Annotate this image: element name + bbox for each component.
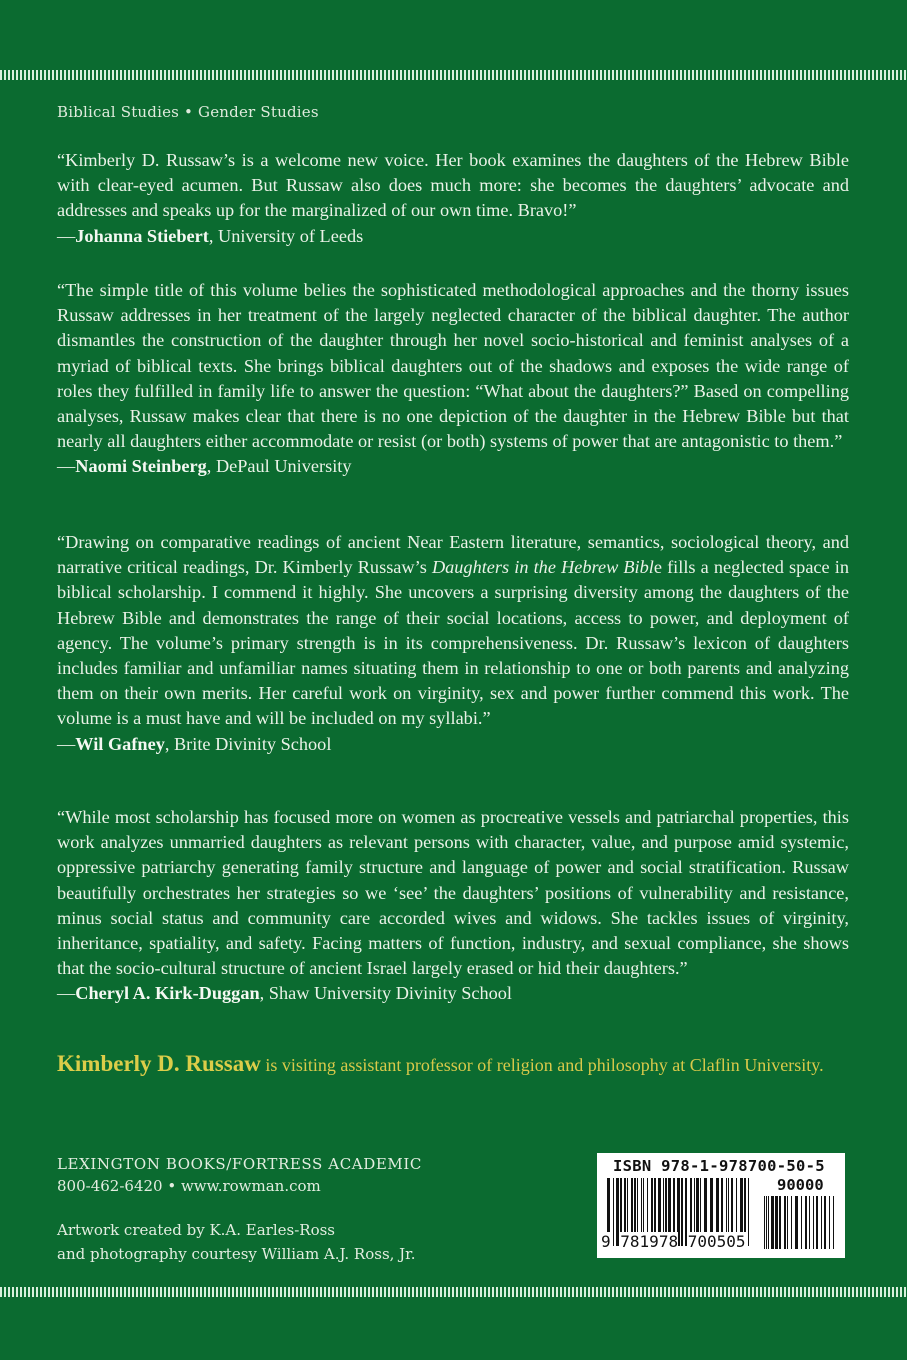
barcode-bar <box>801 1196 802 1249</box>
book-title: Daughters in the Hebrew Bibl <box>431 557 654 578</box>
barcode-bar <box>809 1196 810 1249</box>
endorsement-4 <box>57 805 849 1007</box>
endorser-name: Wil Gafney <box>75 733 165 754</box>
barcode-bar <box>766 1196 767 1249</box>
barcode-bars-addon <box>764 1196 836 1249</box>
barcode-bar <box>821 1196 822 1249</box>
isbn-barcode <box>597 1153 845 1258</box>
barcode-digit-group-2: 700505 <box>687 1232 746 1251</box>
endorsement-2 <box>57 278 849 480</box>
barcode-bar <box>795 1196 798 1249</box>
barcode-bar <box>775 1196 778 1249</box>
barcode-bar <box>791 1196 792 1249</box>
endorsement-text: “Kimberly D. Russaw’s is a welcome new voice. Her book examines the daughters of the Hebrew Bible with clear-eyed acumen. But Russaw also does much more: she becomes the daughters’ advocate and addresses and speaks up for the marginalized of our own time. Bravo!” <box>57 150 849 221</box>
barcode-bar <box>784 1196 786 1249</box>
endorsement-3 <box>57 530 849 757</box>
endorsement-1 <box>57 148 849 249</box>
endorser-name: Johanna Stiebert <box>75 225 209 246</box>
barcode-bar <box>787 1196 788 1249</box>
isbn-label: ISBN 978-1-978700-50-5 <box>613 1157 825 1175</box>
endorsement-attribution <box>57 981 849 1006</box>
endorsement-text-part: e fills a neglected space in biblical scholarship. I commend it highly. She uncovers a surprising diversity among the daughters of the Hebrew Bible and demonstrates the range of their social locations, access to power, and deployment of agency. The volume’s primary strength is in its comprehensiveness. Dr. Russaw’s lexicon of daughters includes familiar and unfamiliar names situating them in relationship to one or both parents and analyzing them on their own merits. Her careful work on virginity, sex and power further commend this work. The volume is a must have and will be included on my syllabi.” <box>57 557 850 729</box>
subject-categories: Biblical Studies • Gender Studies <box>57 103 319 121</box>
endorsement-text: “The simple title of this volume belies the sophisticated methodological approaches and the thorny issues Russaw addresses in her treatment of the largely neglected character of the biblical daughter. The author dismantles the construction of the daughter through her novel socio-historical and feminist analyses of a myriad of biblical texts. She brings biblical daughters out of the shadows and exposes the wide range of roles they fulfilled in family life to answer the question: “What about the daughters?” Based on compelling analyses, Russaw makes clear that there is no one depiction of the daughter in the Hebrew Bible but that nearly all daughters either accommodate or resist (or both) systems of power that are antagonistic to them.” <box>57 280 849 452</box>
attribution-dash: — <box>57 225 76 246</box>
endorsement-attribution <box>57 224 849 249</box>
publisher-name: LEXINGTON BOOKS/FORTRESS ACADEMIC <box>57 1155 422 1173</box>
photography-credit: and photography courtesy William A.J. Ross, Jr. <box>57 1245 416 1263</box>
decorative-stripe-bottom <box>0 1287 907 1297</box>
attribution-dash: — <box>57 733 76 754</box>
author-bio <box>57 1052 849 1077</box>
cover-credits <box>57 1218 415 1266</box>
barcode-bar <box>748 1178 749 1246</box>
endorsement-attribution <box>57 732 849 757</box>
endorsement-text-part: “Drawing on comparative readings of ancient Near Eastern literature, semantics, sociological theory, and narrative critical readings, Dr. Kimberly Russaw’s <box>57 532 849 578</box>
barcode-bar <box>771 1196 774 1249</box>
barcode-bar <box>824 1196 826 1249</box>
artwork-credit: Artwork created by K.A. Earles-Ross <box>57 1221 336 1239</box>
barcode-bar <box>779 1196 781 1249</box>
barcode-bar <box>805 1196 807 1249</box>
endorsement-attribution <box>57 454 849 479</box>
barcode-bar <box>768 1196 769 1249</box>
endorser-affiliation: , Brite Divinity School <box>164 733 332 754</box>
attribution-dash: — <box>57 983 76 1004</box>
author-bio-text: is visiting assistant professor of religion and philosophy at Claflin University. <box>260 1055 824 1075</box>
barcode-bar <box>764 1196 765 1249</box>
endorser-affiliation: , Shaw University Divinity School <box>259 983 513 1004</box>
endorser-affiliation: , DePaul University <box>206 456 352 477</box>
endorser-affiliation: , University of Leeds <box>208 225 364 246</box>
endorser-name: Cheryl A. Kirk-Duggan <box>75 983 260 1004</box>
publisher-contact: 800-462-6420 • www.rowman.com <box>57 1177 321 1195</box>
price-code: 90000 <box>777 1176 824 1194</box>
publisher-info <box>57 1153 422 1197</box>
endorsement-text: “While most scholarship has focused more on women as procreative vessels and patriarchal properties, this work analyzes unmarried daughters as relevant persons with character, value, and purpose amid systemic, oppressive patriarchy generating family structure and language of power and social stratification. Russaw beautifully orchestrates her strategies so we ‘see’ the daughters’ positions of vulnerability and resistance, minus social status and community care accorded wives and widows. She tackles issues of virginity, inheritance, spatiality, and safety. Facing matters of function, industry, and sexual compliance, she shows that the socio-cultural structure of ancient Israel largely erased or hid their daughters.” <box>57 807 849 979</box>
barcode-lead-digit: 9 <box>601 1232 611 1251</box>
decorative-stripe-top <box>0 70 907 80</box>
author-name: Kimberly D. Russaw <box>57 1051 261 1076</box>
endorsement-text <box>57 530 849 732</box>
barcode-bar <box>816 1196 818 1249</box>
endorser-name: Naomi Steinberg <box>75 456 207 477</box>
attribution-dash: — <box>57 456 76 477</box>
barcode-bar <box>833 1196 834 1249</box>
barcode-digits <box>601 1232 746 1251</box>
barcode-bar <box>829 1196 830 1249</box>
barcode-digit-group-1: 781978 <box>620 1232 679 1251</box>
barcode-bar <box>813 1196 814 1249</box>
